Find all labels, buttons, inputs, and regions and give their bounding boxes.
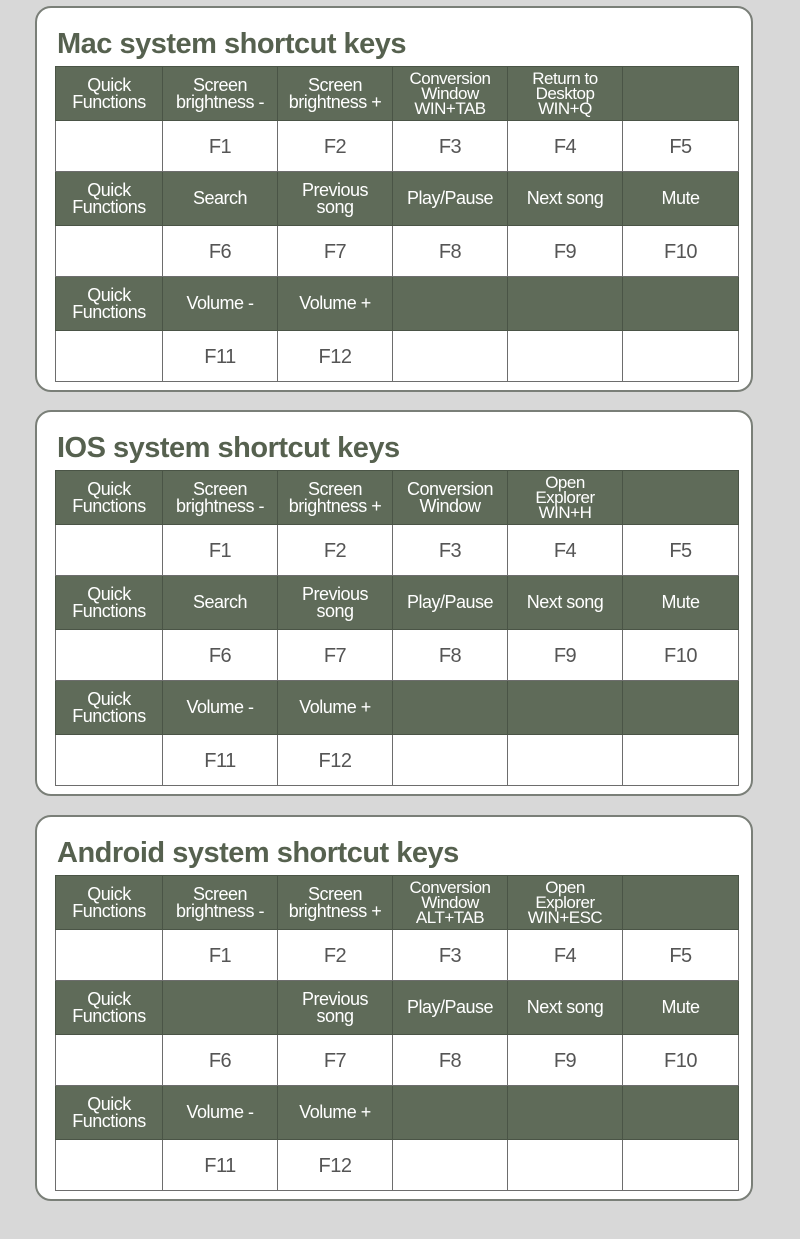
key-cell	[623, 735, 739, 786]
key-row	[56, 331, 739, 382]
function-cell: Quick Functions	[56, 172, 163, 226]
key-cell: F4	[508, 930, 623, 981]
function-cell: Next song	[508, 981, 623, 1035]
key-cell: F12	[278, 331, 393, 382]
function-cell: Quick Functions	[56, 67, 163, 121]
function-cell: Volume -	[163, 681, 278, 735]
ios-shortcut-panel	[35, 410, 753, 796]
mac-shortcut-panel	[35, 6, 753, 392]
mac-shortcut-table	[55, 66, 739, 382]
key-cell: F7	[278, 630, 393, 681]
function-cell: Quick Functions	[56, 981, 163, 1035]
function-cell	[393, 1086, 508, 1140]
key-cell: F7	[278, 226, 393, 277]
key-cell	[393, 331, 508, 382]
key-cell: F12	[278, 735, 393, 786]
key-row	[56, 121, 739, 172]
function-cell	[163, 981, 278, 1035]
key-row	[56, 735, 739, 786]
key-cell: F7	[278, 1035, 393, 1086]
key-cell: F6	[163, 226, 278, 277]
key-row	[56, 1035, 739, 1086]
function-cell	[508, 681, 623, 735]
key-row	[56, 630, 739, 681]
function-cell: Screen brightness -	[163, 471, 278, 525]
function-row	[56, 277, 739, 331]
function-cell	[393, 681, 508, 735]
key-cell: F8	[393, 630, 508, 681]
function-cell: Quick Functions	[56, 876, 163, 930]
key-cell: F3	[393, 121, 508, 172]
key-cell	[56, 226, 163, 277]
function-row	[56, 876, 739, 930]
key-cell	[393, 735, 508, 786]
function-cell	[623, 471, 739, 525]
key-cell: F9	[508, 630, 623, 681]
function-cell	[623, 1086, 739, 1140]
function-cell: Previous song	[278, 172, 393, 226]
key-cell: F1	[163, 930, 278, 981]
key-row	[56, 226, 739, 277]
function-row	[56, 981, 739, 1035]
key-cell: F3	[393, 525, 508, 576]
key-cell	[56, 1035, 163, 1086]
android-shortcut-panel	[35, 815, 753, 1201]
function-cell: Previous song	[278, 981, 393, 1035]
key-cell	[508, 735, 623, 786]
key-cell	[56, 525, 163, 576]
key-cell	[56, 331, 163, 382]
key-cell: F8	[393, 1035, 508, 1086]
function-cell: Search	[163, 576, 278, 630]
key-cell: F3	[393, 930, 508, 981]
key-cell: F9	[508, 226, 623, 277]
key-cell	[56, 121, 163, 172]
function-cell: Screen brightness -	[163, 876, 278, 930]
function-cell: Volume +	[278, 1086, 393, 1140]
function-cell: Search	[163, 172, 278, 226]
function-cell: Screen brightness -	[163, 67, 278, 121]
function-cell: Return to Desktop WIN+Q	[508, 67, 623, 121]
key-cell: F5	[623, 930, 739, 981]
function-cell: Screen brightness +	[278, 471, 393, 525]
function-cell: Volume +	[278, 277, 393, 331]
panel-title: Mac system shortcut keys	[57, 28, 407, 60]
key-cell: F11	[163, 331, 278, 382]
function-cell: Volume -	[163, 1086, 278, 1140]
ios-shortcut-table	[55, 470, 739, 786]
function-cell: Play/Pause	[393, 981, 508, 1035]
function-row	[56, 576, 739, 630]
function-row	[56, 172, 739, 226]
panel-title: Android system shortcut keys	[57, 837, 459, 869]
function-cell: Conversion Window ALT+TAB	[393, 876, 508, 930]
panel-title: IOS system shortcut keys	[57, 432, 400, 464]
key-cell: F11	[163, 1140, 278, 1191]
key-cell: F10	[623, 226, 739, 277]
function-cell: Quick Functions	[56, 277, 163, 331]
key-cell	[508, 1140, 623, 1191]
key-cell: F8	[393, 226, 508, 277]
key-row	[56, 1140, 739, 1191]
function-cell: Volume +	[278, 681, 393, 735]
key-cell: F12	[278, 1140, 393, 1191]
function-cell	[623, 67, 739, 121]
function-cell	[508, 277, 623, 331]
key-cell: F1	[163, 121, 278, 172]
function-cell	[393, 277, 508, 331]
function-cell: Mute	[623, 172, 739, 226]
key-cell: F4	[508, 525, 623, 576]
function-cell: Screen brightness +	[278, 67, 393, 121]
key-cell: F11	[163, 735, 278, 786]
key-cell: F5	[623, 121, 739, 172]
function-cell	[623, 876, 739, 930]
key-cell	[623, 331, 739, 382]
function-cell: Open Explorer WIN+ESC	[508, 876, 623, 930]
key-cell: F2	[278, 121, 393, 172]
key-cell: F4	[508, 121, 623, 172]
function-cell: Play/Pause	[393, 576, 508, 630]
key-cell	[56, 630, 163, 681]
function-cell: Previous song	[278, 576, 393, 630]
function-row	[56, 681, 739, 735]
function-row	[56, 1086, 739, 1140]
key-cell: F6	[163, 630, 278, 681]
key-row	[56, 525, 739, 576]
key-cell	[56, 735, 163, 786]
function-cell: Next song	[508, 172, 623, 226]
key-cell	[56, 930, 163, 981]
function-cell: Quick Functions	[56, 681, 163, 735]
function-cell: Quick Functions	[56, 576, 163, 630]
key-cell: F10	[623, 630, 739, 681]
function-cell: Open Explorer WIN+H	[508, 471, 623, 525]
key-cell	[508, 331, 623, 382]
key-cell: F9	[508, 1035, 623, 1086]
function-cell	[508, 1086, 623, 1140]
function-cell: Mute	[623, 576, 739, 630]
function-cell: Screen brightness +	[278, 876, 393, 930]
function-cell: Next song	[508, 576, 623, 630]
function-cell: Conversion Window WIN+TAB	[393, 67, 508, 121]
function-cell: Mute	[623, 981, 739, 1035]
key-cell: F2	[278, 930, 393, 981]
key-cell	[56, 1140, 163, 1191]
key-cell: F2	[278, 525, 393, 576]
function-cell: Conversion Window	[393, 471, 508, 525]
android-shortcut-table	[55, 875, 739, 1191]
key-cell: F5	[623, 525, 739, 576]
function-cell	[623, 277, 739, 331]
key-row	[56, 930, 739, 981]
function-row	[56, 471, 739, 525]
function-cell: Quick Functions	[56, 1086, 163, 1140]
function-cell: Play/Pause	[393, 172, 508, 226]
key-cell	[393, 1140, 508, 1191]
key-cell: F6	[163, 1035, 278, 1086]
function-row	[56, 67, 739, 121]
function-cell: Volume -	[163, 277, 278, 331]
key-cell	[623, 1140, 739, 1191]
function-cell: Quick Functions	[56, 471, 163, 525]
key-cell: F1	[163, 525, 278, 576]
function-cell	[623, 681, 739, 735]
key-cell: F10	[623, 1035, 739, 1086]
